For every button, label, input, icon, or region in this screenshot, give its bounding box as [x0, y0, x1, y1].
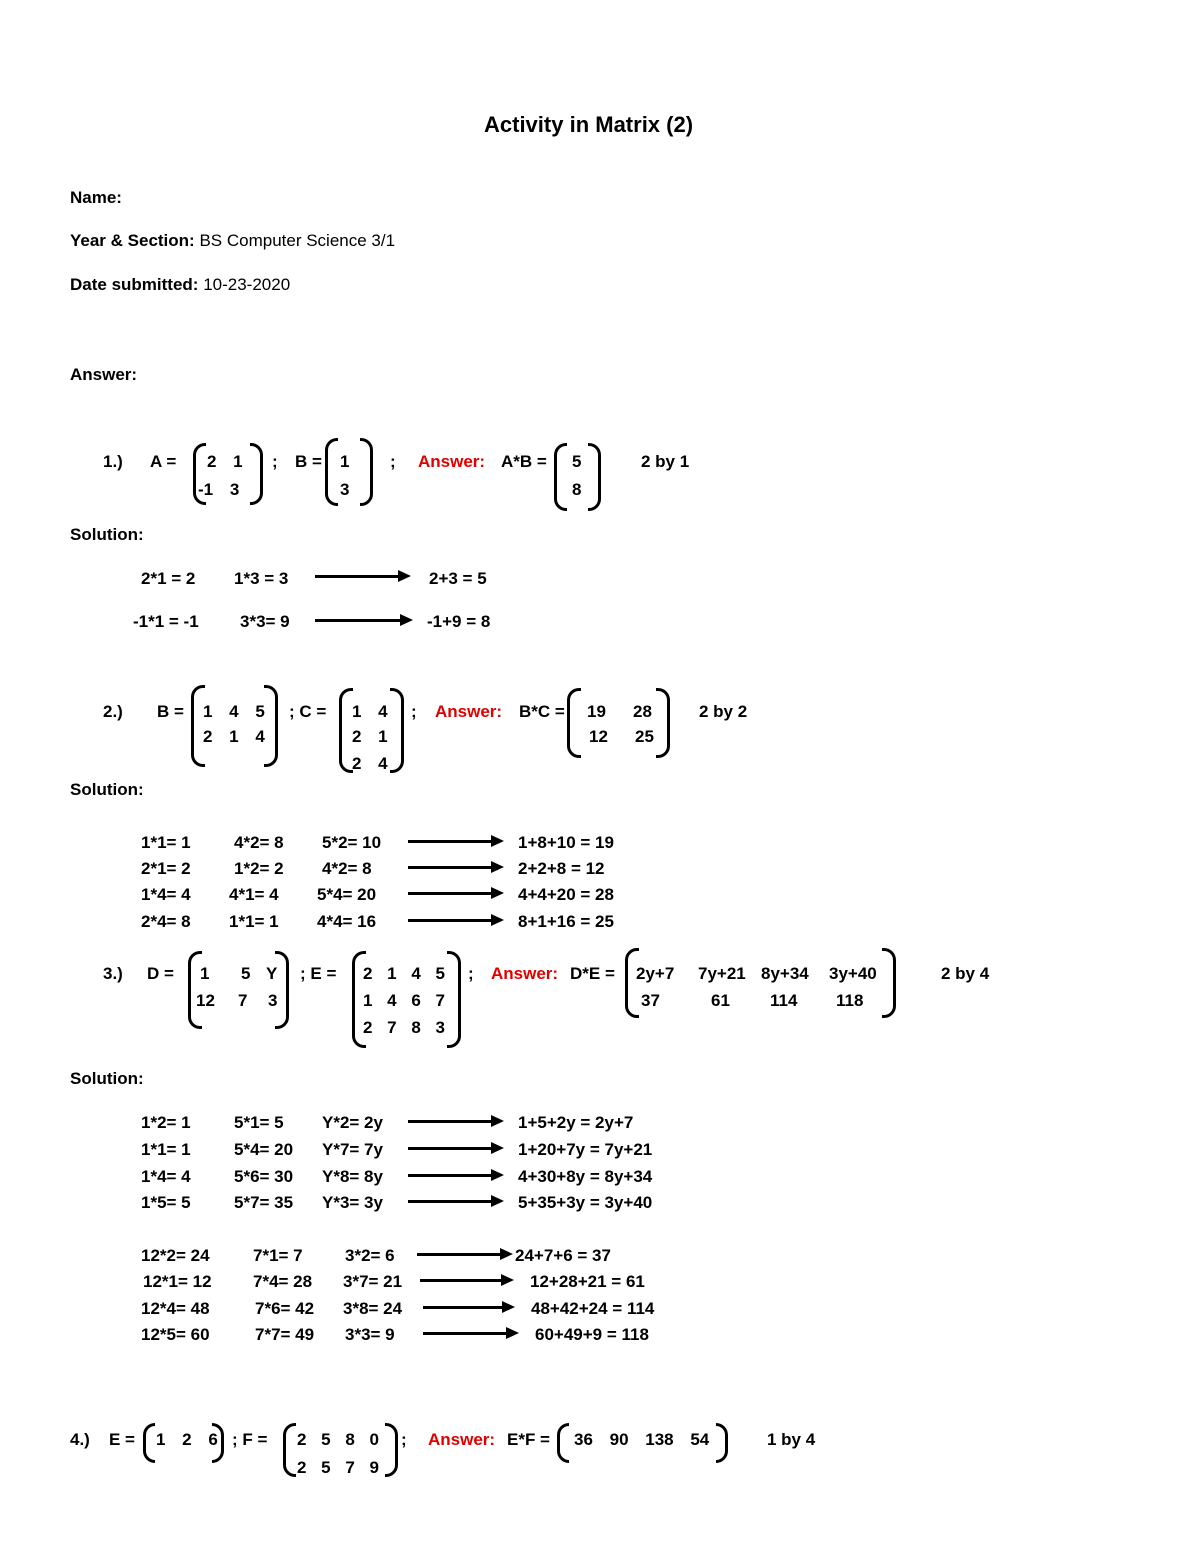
year-section-line	[70, 231, 395, 251]
matrix-c-bracket-right	[390, 688, 404, 773]
step-product-b: 5*6= 30	[234, 1167, 294, 1186]
result-cell: 114	[770, 991, 798, 1010]
result-bracket-left	[554, 443, 567, 511]
matrix-b-label: B =	[157, 702, 184, 721]
matrix-c-label: ; C =	[289, 702, 327, 721]
answer-heading: Answer:	[70, 365, 138, 384]
problem-4-number: 4.)	[70, 1430, 90, 1449]
matrix-c-row-2: 2 1	[352, 727, 388, 746]
step-result: 1+20+7y = 7y+21	[518, 1140, 653, 1159]
step-product-c: 4*2= 8	[322, 859, 372, 878]
matrix-a-row-2: -1 3	[198, 480, 240, 499]
step-product-c: 5*2= 10	[322, 833, 382, 852]
matrix-b-bracket-right	[360, 438, 373, 506]
arrow-icon	[315, 619, 401, 622]
step-result: 8+1+16 = 25	[518, 912, 614, 931]
result-bracket-right	[882, 948, 896, 1018]
matrix-e-bracket-right	[447, 951, 461, 1048]
matrix-e-label: E =	[109, 1430, 135, 1449]
arrow-icon	[408, 866, 492, 869]
result-bracket-right	[656, 688, 670, 758]
matrix-b-row-2: 3	[340, 480, 350, 499]
matrix-b-bracket-right	[264, 685, 278, 767]
step-product-b: 7*4= 28	[253, 1272, 313, 1291]
step-result: -1+9 = 8	[427, 612, 491, 631]
solution-label: Solution:	[70, 1069, 144, 1088]
matrix-d-cell: 5	[241, 964, 251, 983]
matrix-b-label: B =	[295, 452, 322, 471]
step-result: 2+3 = 5	[429, 569, 487, 588]
year-section-label: Year & Section:	[70, 231, 195, 250]
matrix-e-row-3: 2 7 8 3	[363, 1018, 445, 1037]
matrix-c-bracket-left	[339, 688, 353, 773]
step-product-b: 1*1= 1	[229, 912, 279, 931]
result-row-2: 8	[572, 480, 582, 499]
step-product-b: 7*1= 7	[253, 1246, 303, 1265]
step-product-b: 1*2= 2	[234, 859, 284, 878]
step-product-c: 3*7= 21	[343, 1272, 403, 1291]
matrix-f-row-1: 2 5 8 0	[297, 1430, 379, 1449]
step-product-b: 4*1= 4	[229, 885, 279, 904]
step-product-a: 2*1 = 2	[141, 569, 196, 588]
result-row-1: 36 90 138 54	[574, 1430, 710, 1449]
date-label: Date submitted:	[70, 275, 199, 294]
result-dimensions: 2 by 4	[941, 964, 990, 983]
result-cell: 8y+34	[761, 964, 809, 983]
step-product-b: 5*7= 35	[234, 1193, 294, 1212]
arrow-icon	[408, 1174, 492, 1177]
matrix-e-bracket-right	[212, 1423, 224, 1463]
answer-label: Answer:	[491, 964, 559, 983]
step-product-a: 12*4= 48	[141, 1299, 210, 1318]
arrow-icon	[408, 919, 492, 922]
answer-label: Answer:	[428, 1430, 496, 1449]
matrix-a-bracket-right	[250, 443, 263, 505]
result-cell: 25	[635, 727, 654, 746]
matrix-d-bracket-left	[188, 951, 202, 1029]
step-product-c: 3*2= 6	[345, 1246, 395, 1265]
step-product-a: 12*1= 12	[143, 1272, 212, 1291]
step-product-c: Y*8= 8y	[322, 1167, 383, 1186]
result-cell: 37	[641, 991, 660, 1010]
step-product-b: 5*1= 5	[234, 1113, 284, 1132]
step-product-a: 1*5= 5	[141, 1193, 191, 1212]
matrix-a-label: A =	[150, 452, 177, 471]
result-label: A*B =	[501, 452, 547, 471]
step-product-a: 2*4= 8	[141, 912, 191, 931]
year-section-value: BS Computer Science 3/1	[199, 231, 396, 250]
matrix-d-cell: 7	[238, 991, 248, 1010]
arrow-icon	[315, 575, 399, 578]
step-result: 60+49+9 = 118	[535, 1325, 649, 1344]
matrix-b-row-1: 1 4 5	[203, 702, 265, 721]
matrix-f-label: ; F =	[232, 1430, 268, 1449]
step-result: 1+8+10 = 19	[518, 833, 614, 852]
result-cell: 19	[587, 702, 606, 721]
step-result: 48+42+24 = 114	[531, 1299, 655, 1318]
result-label: D*E =	[570, 964, 615, 983]
result-cell: 2y+7	[636, 964, 675, 983]
step-result: 2+2+8 = 12	[518, 859, 605, 878]
step-product-c: Y*7= 7y	[322, 1140, 383, 1159]
step-product-a: 1*4= 4	[141, 1167, 191, 1186]
problem-1-number: 1.)	[103, 452, 123, 471]
step-product-c: 4*4= 16	[317, 912, 377, 931]
matrix-b-row-2: 2 1 4	[203, 727, 265, 746]
matrix-f-bracket-left	[283, 1423, 296, 1477]
matrix-d-cell: Y	[266, 964, 278, 983]
step-result: 1+5+2y = 2y+7	[518, 1113, 634, 1132]
separator: ;	[468, 964, 474, 983]
matrix-d-cell: 12	[196, 991, 215, 1010]
result-label: E*F =	[507, 1430, 550, 1449]
step-product-a: 1*1= 1	[141, 1140, 191, 1159]
separator: ;	[390, 452, 396, 471]
solution-label: Solution:	[70, 780, 144, 799]
result-bracket-left	[557, 1423, 569, 1463]
step-product-b: 5*4= 20	[234, 1140, 294, 1159]
step-result: 24+7+6 = 37	[515, 1246, 611, 1265]
problem-2-number: 2.)	[103, 702, 123, 721]
step-result: 5+35+3y = 3y+40	[518, 1193, 653, 1212]
arrow-icon	[408, 1147, 492, 1150]
step-product-a: 2*1= 2	[141, 859, 191, 878]
result-dimensions: 1 by 4	[767, 1430, 816, 1449]
arrow-icon	[408, 1120, 492, 1123]
arrow-icon	[417, 1253, 501, 1256]
separator: ;	[401, 1430, 407, 1449]
date-line	[70, 275, 290, 295]
matrix-c-row-1: 1 4	[352, 702, 388, 721]
step-product-b: 4*2= 8	[234, 833, 284, 852]
result-dimensions: 2 by 1	[641, 452, 690, 471]
problem-3-number: 3.)	[103, 964, 123, 983]
step-result: 12+28+21 = 61	[530, 1272, 645, 1291]
step-product-b: 7*6= 42	[255, 1299, 315, 1318]
name-label: Name:	[70, 188, 122, 207]
arrow-icon	[423, 1332, 507, 1335]
step-product-a: 1*2= 1	[141, 1113, 191, 1132]
step-product-c: 5*4= 20	[317, 885, 377, 904]
step-product-c: 3*8= 24	[343, 1299, 403, 1318]
step-product-a: 12*2= 24	[141, 1246, 210, 1265]
matrix-e-row-1: 2 1 4 5	[363, 964, 445, 983]
step-product-a: 12*5= 60	[141, 1325, 210, 1344]
result-cell: 118	[836, 991, 864, 1010]
step-product-a: 1*1= 1	[141, 833, 191, 852]
matrix-f-bracket-right	[385, 1423, 398, 1477]
matrix-e-label: ; E =	[300, 964, 337, 983]
step-product-b: 3*3= 9	[240, 612, 290, 631]
result-label: B*C =	[519, 702, 565, 721]
matrix-d-bracket-right	[275, 951, 289, 1029]
step-product-b: 1*3 = 3	[234, 569, 289, 588]
matrix-f-row-2: 2 5 7 9	[297, 1458, 379, 1477]
step-product-b: 7*7= 49	[255, 1325, 315, 1344]
result-cell: 28	[633, 702, 652, 721]
arrow-icon	[423, 1306, 503, 1309]
solution-label: Solution:	[70, 525, 144, 544]
arrow-icon	[408, 840, 492, 843]
arrow-icon	[408, 892, 492, 895]
matrix-d-cell: 3	[268, 991, 278, 1010]
matrix-d-cell: 1	[200, 964, 210, 983]
result-cell: 7y+21	[698, 964, 746, 983]
matrix-e-bracket-left	[143, 1423, 155, 1463]
page-title: Activity in Matrix (2)	[484, 112, 694, 137]
matrix-a-row-1: 2 1	[207, 452, 243, 471]
date-value: 10-23-2020	[203, 275, 291, 294]
separator: ;	[272, 452, 278, 471]
arrow-icon	[420, 1279, 502, 1282]
matrix-e-row-2: 1 4 6 7	[363, 991, 445, 1010]
result-bracket-right	[716, 1423, 728, 1463]
matrix-b-row-1: 1	[340, 452, 350, 471]
result-cell: 61	[711, 991, 730, 1010]
result-row-1: 5	[572, 452, 582, 471]
result-bracket-left	[567, 688, 581, 758]
separator: ;	[411, 702, 417, 721]
matrix-b-bracket-left	[325, 438, 338, 506]
step-product-a: -1*1 = -1	[133, 612, 199, 631]
matrix-b-bracket-left	[191, 685, 205, 767]
step-product-c: 3*3= 9	[345, 1325, 395, 1344]
step-result: 4+4+20 = 28	[518, 885, 614, 904]
matrix-e-row-1: 1 2 6	[156, 1430, 218, 1449]
matrix-c-row-3: 2 4	[352, 754, 388, 773]
arrow-icon	[408, 1200, 492, 1203]
step-product-c: Y*3= 3y	[322, 1193, 383, 1212]
answer-label: Answer:	[435, 702, 503, 721]
result-cell: 3y+40	[829, 964, 877, 983]
matrix-d-label: D =	[147, 964, 174, 983]
step-product-c: Y*2= 2y	[322, 1113, 383, 1132]
result-cell: 12	[589, 727, 608, 746]
step-result: 4+30+8y = 8y+34	[518, 1167, 653, 1186]
answer-label: Answer:	[418, 452, 486, 471]
result-bracket-right	[588, 443, 601, 511]
step-product-a: 1*4= 4	[141, 885, 191, 904]
result-dimensions: 2 by 2	[699, 702, 748, 721]
